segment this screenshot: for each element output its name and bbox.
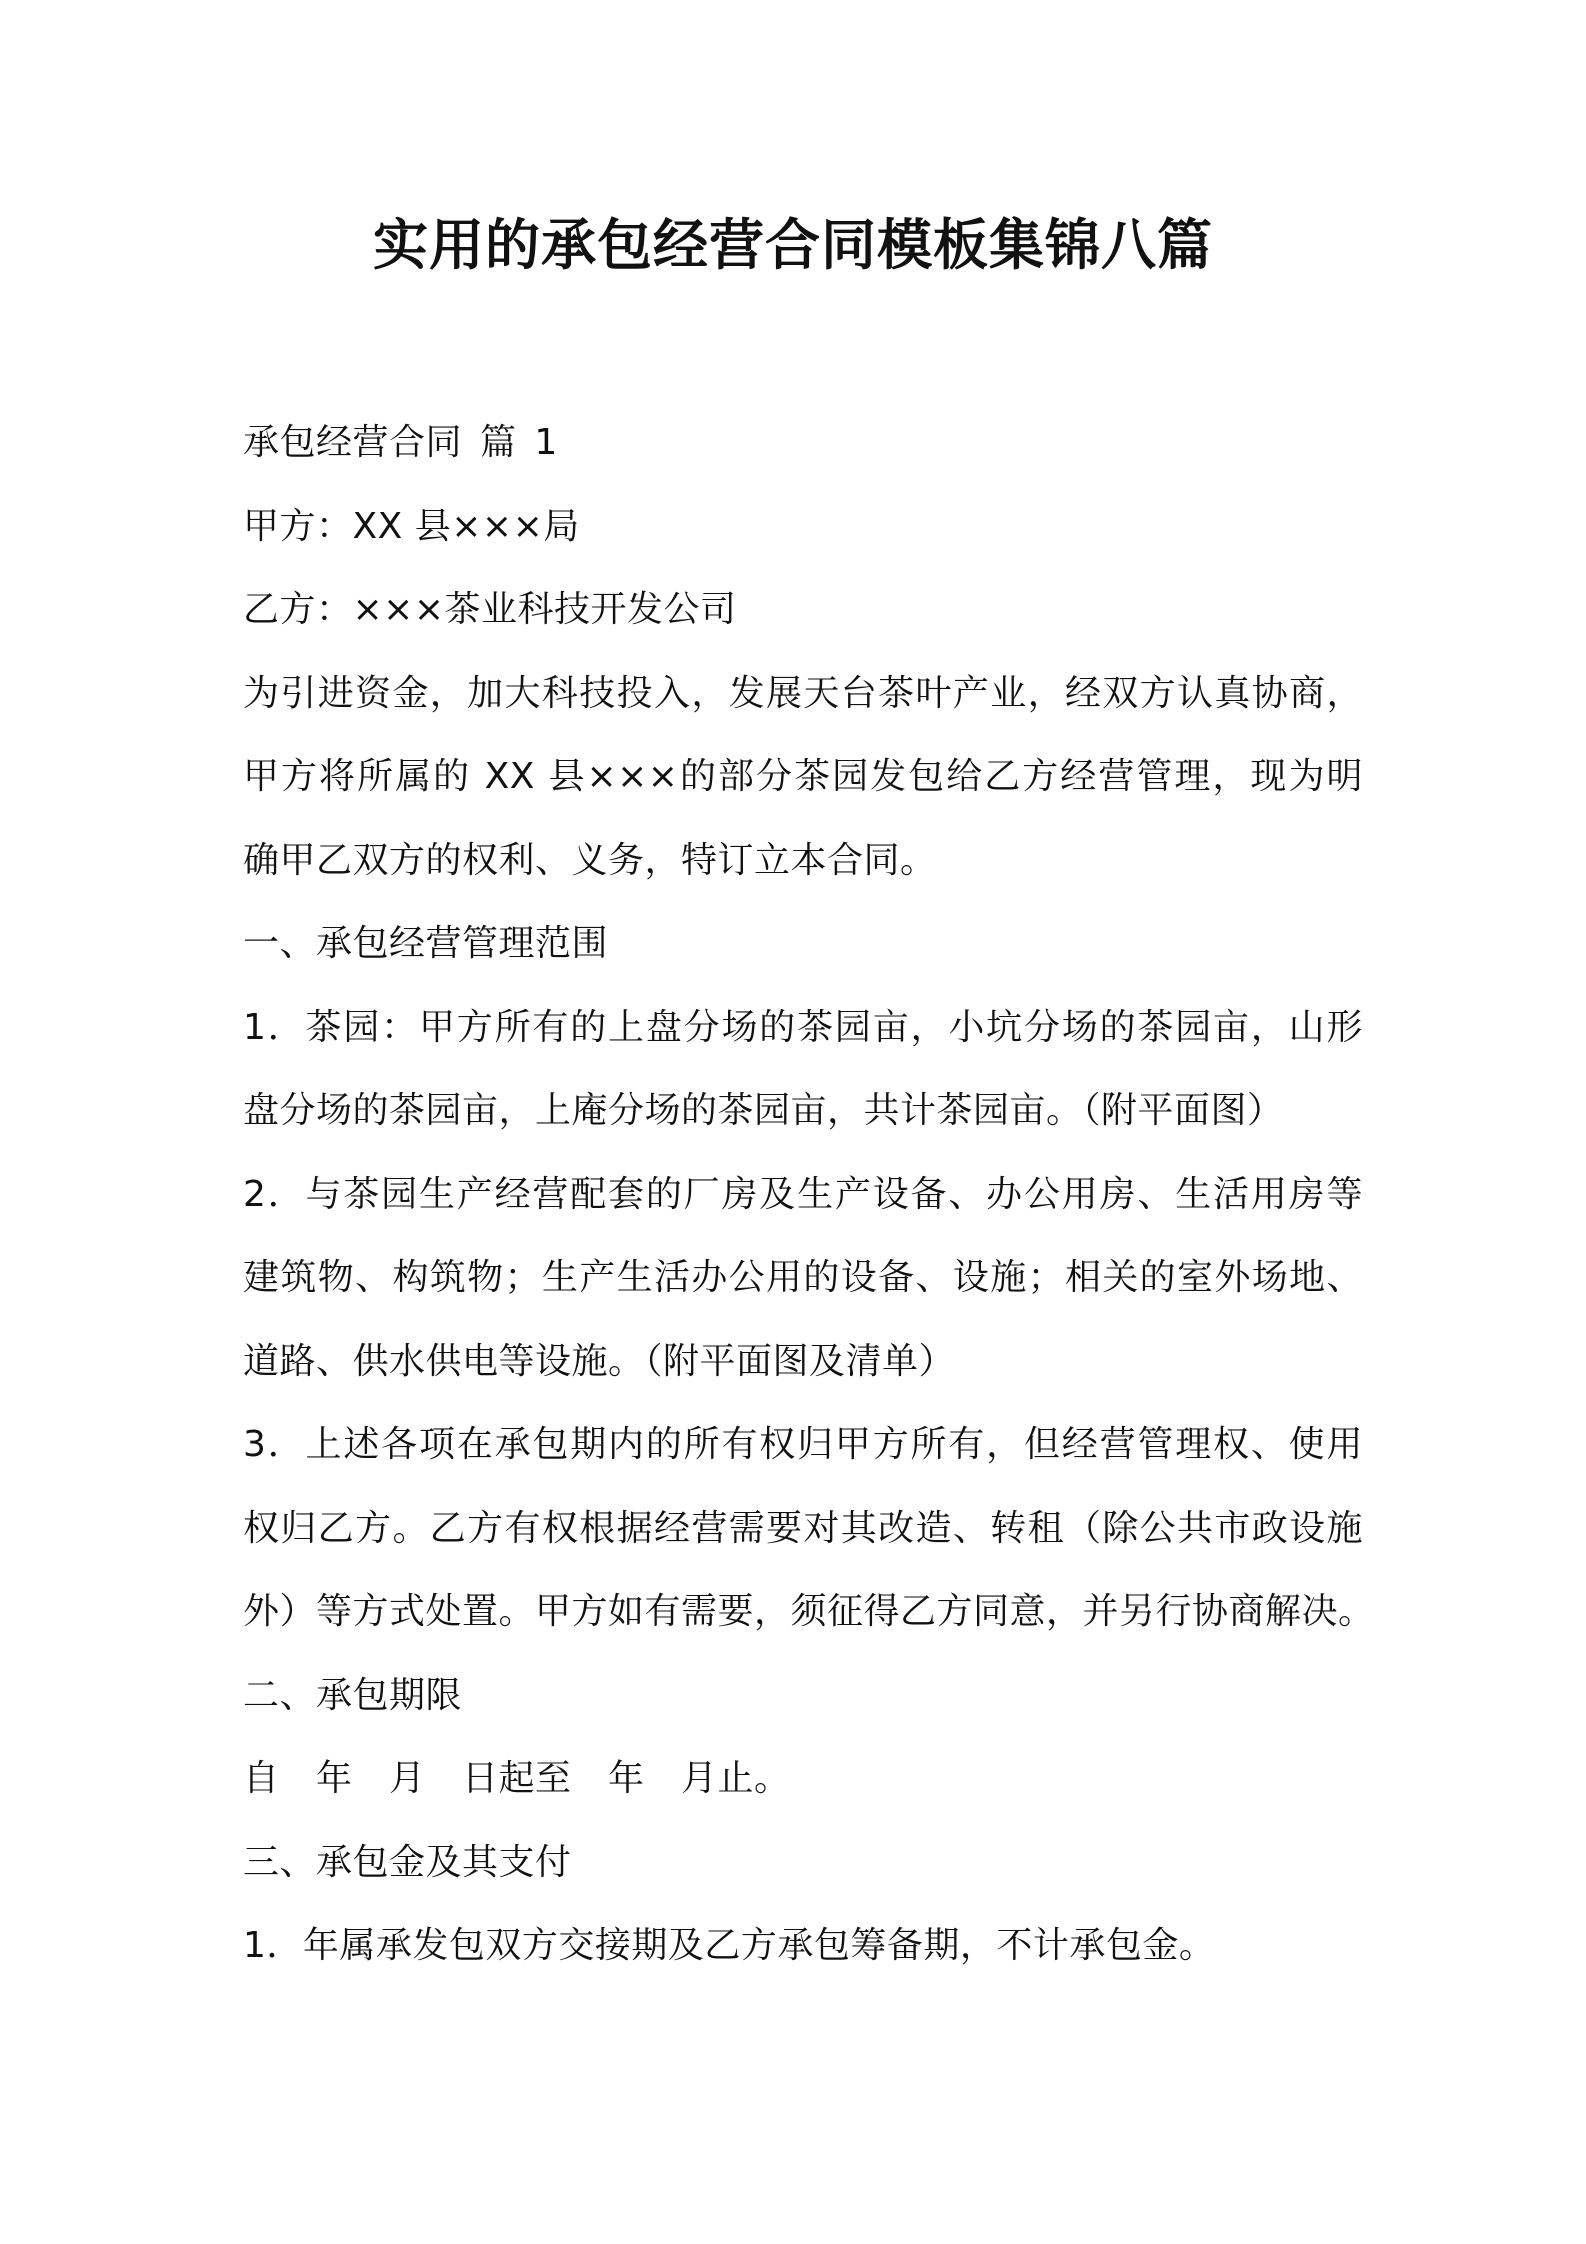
clause-heading: 一、承包经营管理范围 xyxy=(243,923,609,964)
section-heading: 承包经营合同 篇 1 xyxy=(243,422,558,463)
paragraph-line: 外）等方式处置。甲方如有需要，须征得乙方同意，并另行协商解决。 xyxy=(243,1591,1375,1632)
clause-heading: 三、承包金及其支付 xyxy=(243,1841,572,1883)
document-body xyxy=(243,401,1375,1988)
party-b-line: 乙方：×××茶业科技开发公司 xyxy=(243,589,737,630)
paragraph-line: 为引进资金，加大科技投入，发展天台茶叶产业，经双方认真协商， xyxy=(243,672,1363,714)
paragraph-line: 自 年 月 日起至 年 月止。 xyxy=(243,1758,791,1799)
paragraph-line: 1．年属承发包双方交接期及乙方承包筹备期，不计承包金。 xyxy=(243,1925,1216,1966)
paragraph-line: 盘分场的茶园亩，上庵分场的茶园亩，共计茶园亩。（附平面图） xyxy=(243,1090,1284,1131)
paragraph-line: 3．上述各项在承包期内的所有权归甲方所有，但经营管理权、使用 xyxy=(243,1424,1363,1465)
paragraph-line: 道路、供水供电等设施。（附平面图及清单） xyxy=(243,1340,956,1382)
paragraph-line: 权归乙方。乙方有权根据经营需要对其改造、转租（除公共市政设施 xyxy=(243,1507,1363,1549)
clause-heading: 二、承包期限 xyxy=(243,1674,463,1716)
party-a-line: 甲方：XX 县×××局 xyxy=(243,505,580,547)
paragraph-line: 2．与茶园生产经营配套的厂房及生产设备、办公用房、生活用房等 xyxy=(243,1173,1363,1215)
paragraph-line: 建筑物、构筑物；生产生活办公用的设备、设施；相关的室外场地、 xyxy=(243,1257,1363,1298)
paragraph-line: 确甲乙双方的权利、义务，特订立本合同。 xyxy=(243,839,937,881)
paragraph-line: 甲方将所属的 XX 县×××的部分茶园发包给乙方经营管理，现为明 xyxy=(243,756,1363,797)
paragraph-line: 1．茶园：甲方所有的上盘分场的茶园亩，小坑分场的茶园亩，山形 xyxy=(243,1006,1363,1048)
document-title: 实用的承包经营合同模板集锦八篇 xyxy=(372,213,1213,277)
